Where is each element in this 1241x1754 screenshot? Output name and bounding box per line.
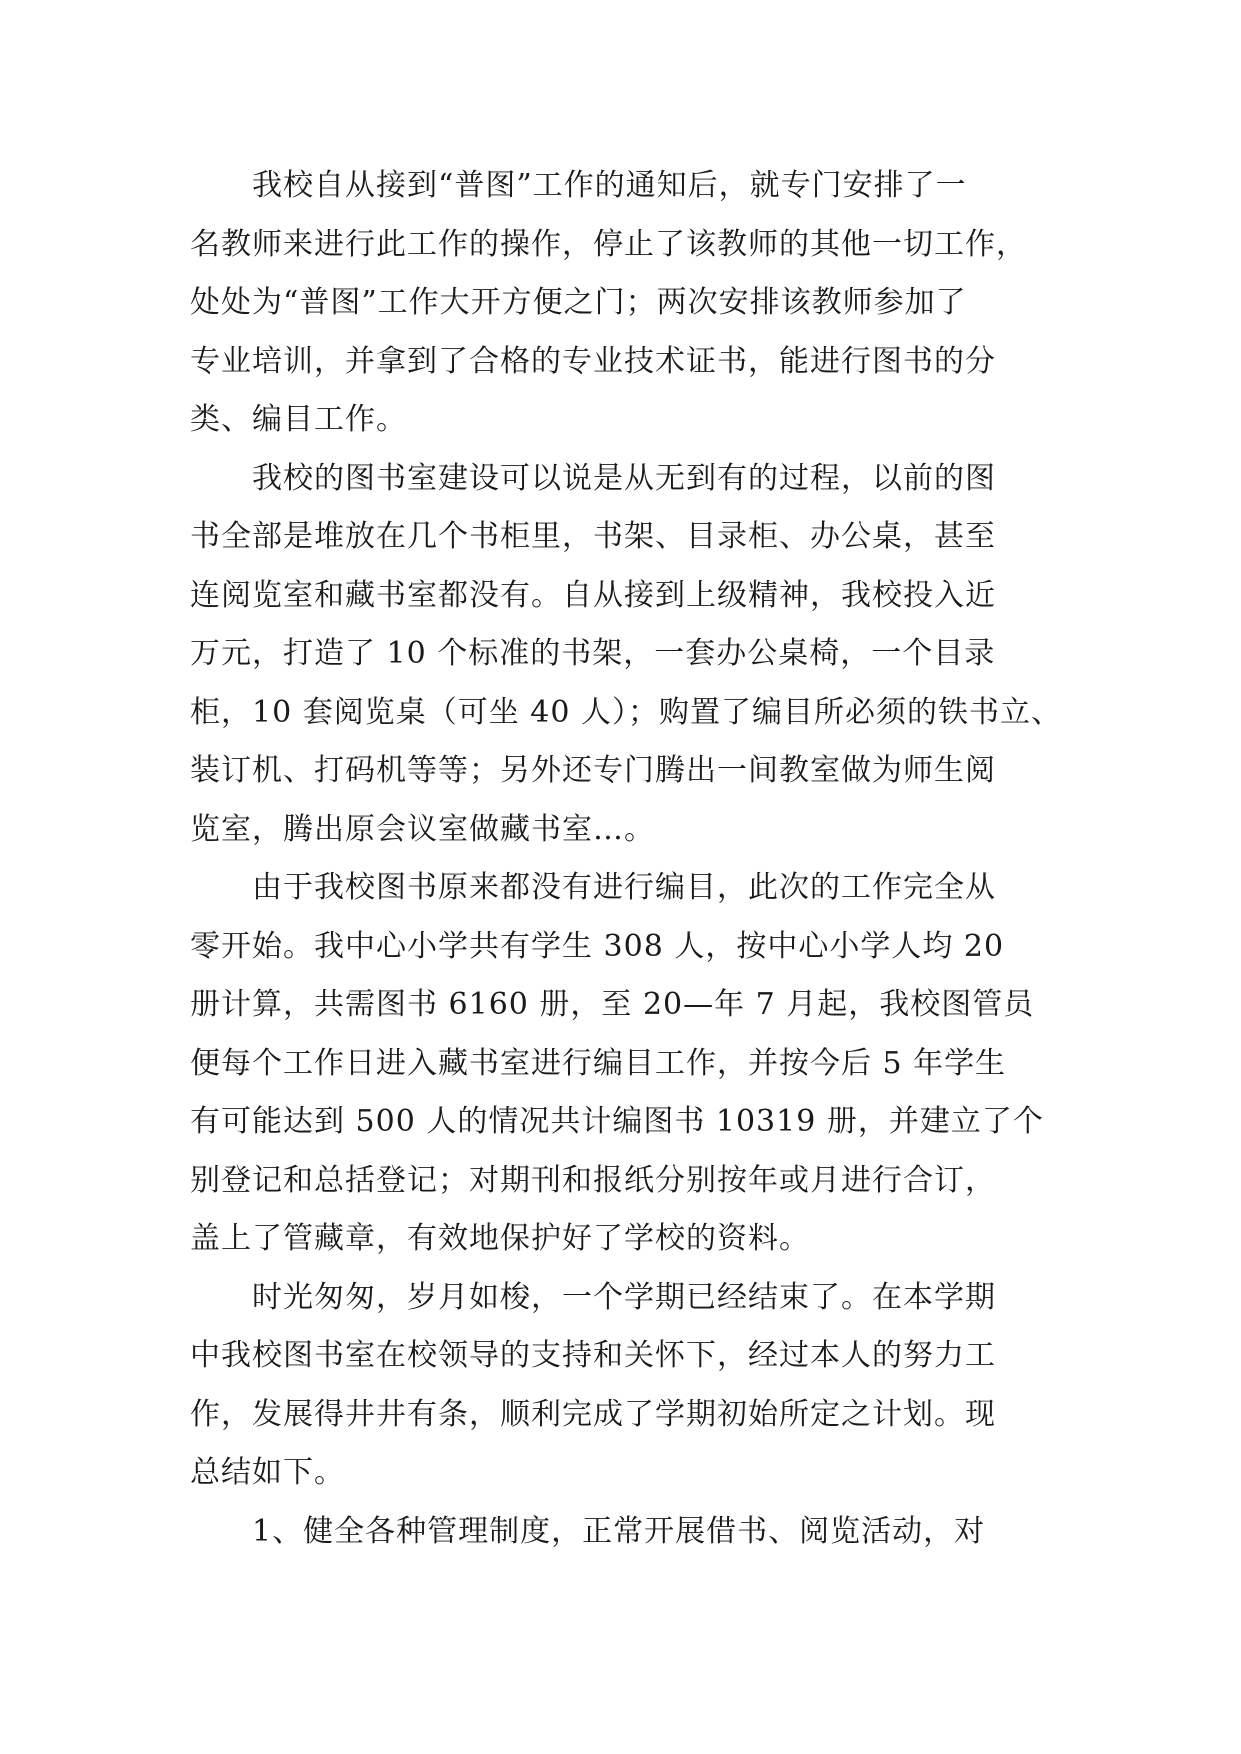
text-line: 中我校图书室在校领导的支持和关怀下，经过本人的努力工: [190, 1338, 996, 1373]
text-line: 作，发展得井井有条，顺利完成了学期初始所定之计划。现: [190, 1396, 996, 1432]
text-line: 类、编目工作。: [190, 402, 407, 437]
text-line: 盖上了管藏章，有效地保护好了学校的资料。: [190, 1221, 810, 1256]
text-line: 装订机、打码机等等；另外还专门腾出一间教室做为师生阅: [190, 753, 996, 788]
text-line: 名教师来进行此工作的操作，停止了该教师的其他一切工作，: [190, 226, 1027, 262]
text-line: 由于我校图书原来都没有进行编目，此次的工作完全从: [190, 870, 996, 905]
paragraph-1: [190, 157, 1090, 450]
text-line: 便每个工作日进入藏书室进行编目工作，并按今后 5 年学生: [190, 1045, 1007, 1081]
text-line: 处处为“普图”工作大开方便之门；两次安排该教师参加了: [190, 285, 967, 320]
text-line: 专业培训，并拿到了合格的专业技术证书，能进行图书的分: [190, 343, 996, 379]
paragraph-2: [190, 450, 1090, 860]
text-line: 册计算，共需图书 6160 册，至 20—年 7 月起，我校图管员: [190, 987, 1035, 1022]
paragraph-4: [190, 1269, 1090, 1503]
text-line: 别登记和总括登记；对期刊和报纸分别按年或月进行合订，: [190, 1162, 996, 1198]
text-line: 零开始。我中心小学共有学生 308 人，按中心小学人均 20: [190, 928, 1005, 964]
text-line: 1、健全各种管理制度，正常开展借书、阅览活动，对: [190, 1513, 986, 1549]
text-line: 连阅览室和藏书室都没有。自从接到上级精神，我校投入近: [190, 577, 996, 613]
text-line: 我校的图书室建设可以说是从无到有的过程，以前的图: [190, 460, 996, 496]
paragraph-5: [190, 1503, 1090, 1562]
document-body: [190, 157, 1090, 1561]
text-line: 万元，打造了 10 个标准的书架，一套办公桌椅，一个目录: [190, 636, 996, 671]
text-line: 书全部是堆放在几个书柜里，书架、目录柜、办公桌，甚至: [190, 519, 996, 554]
text-line: 览室，腾出原会议室做藏书室…。: [190, 811, 655, 847]
text-line: 有可能达到 500 人的情况共计编图书 10319 册，并建立了个: [190, 1104, 1044, 1139]
text-line: 柜，10 套阅览桌（可坐 40 人）；购置了编目所必须的铁书立、: [190, 694, 1062, 730]
text-line: 时光匆匆，岁月如梭，一个学期已经结束了。在本学期: [190, 1279, 996, 1315]
text-line: 总结如下。: [190, 1455, 345, 1490]
paragraph-3: [190, 859, 1090, 1269]
text-line: 我校自从接到“普图”工作的通知后，就专门安排了一: [190, 168, 967, 203]
